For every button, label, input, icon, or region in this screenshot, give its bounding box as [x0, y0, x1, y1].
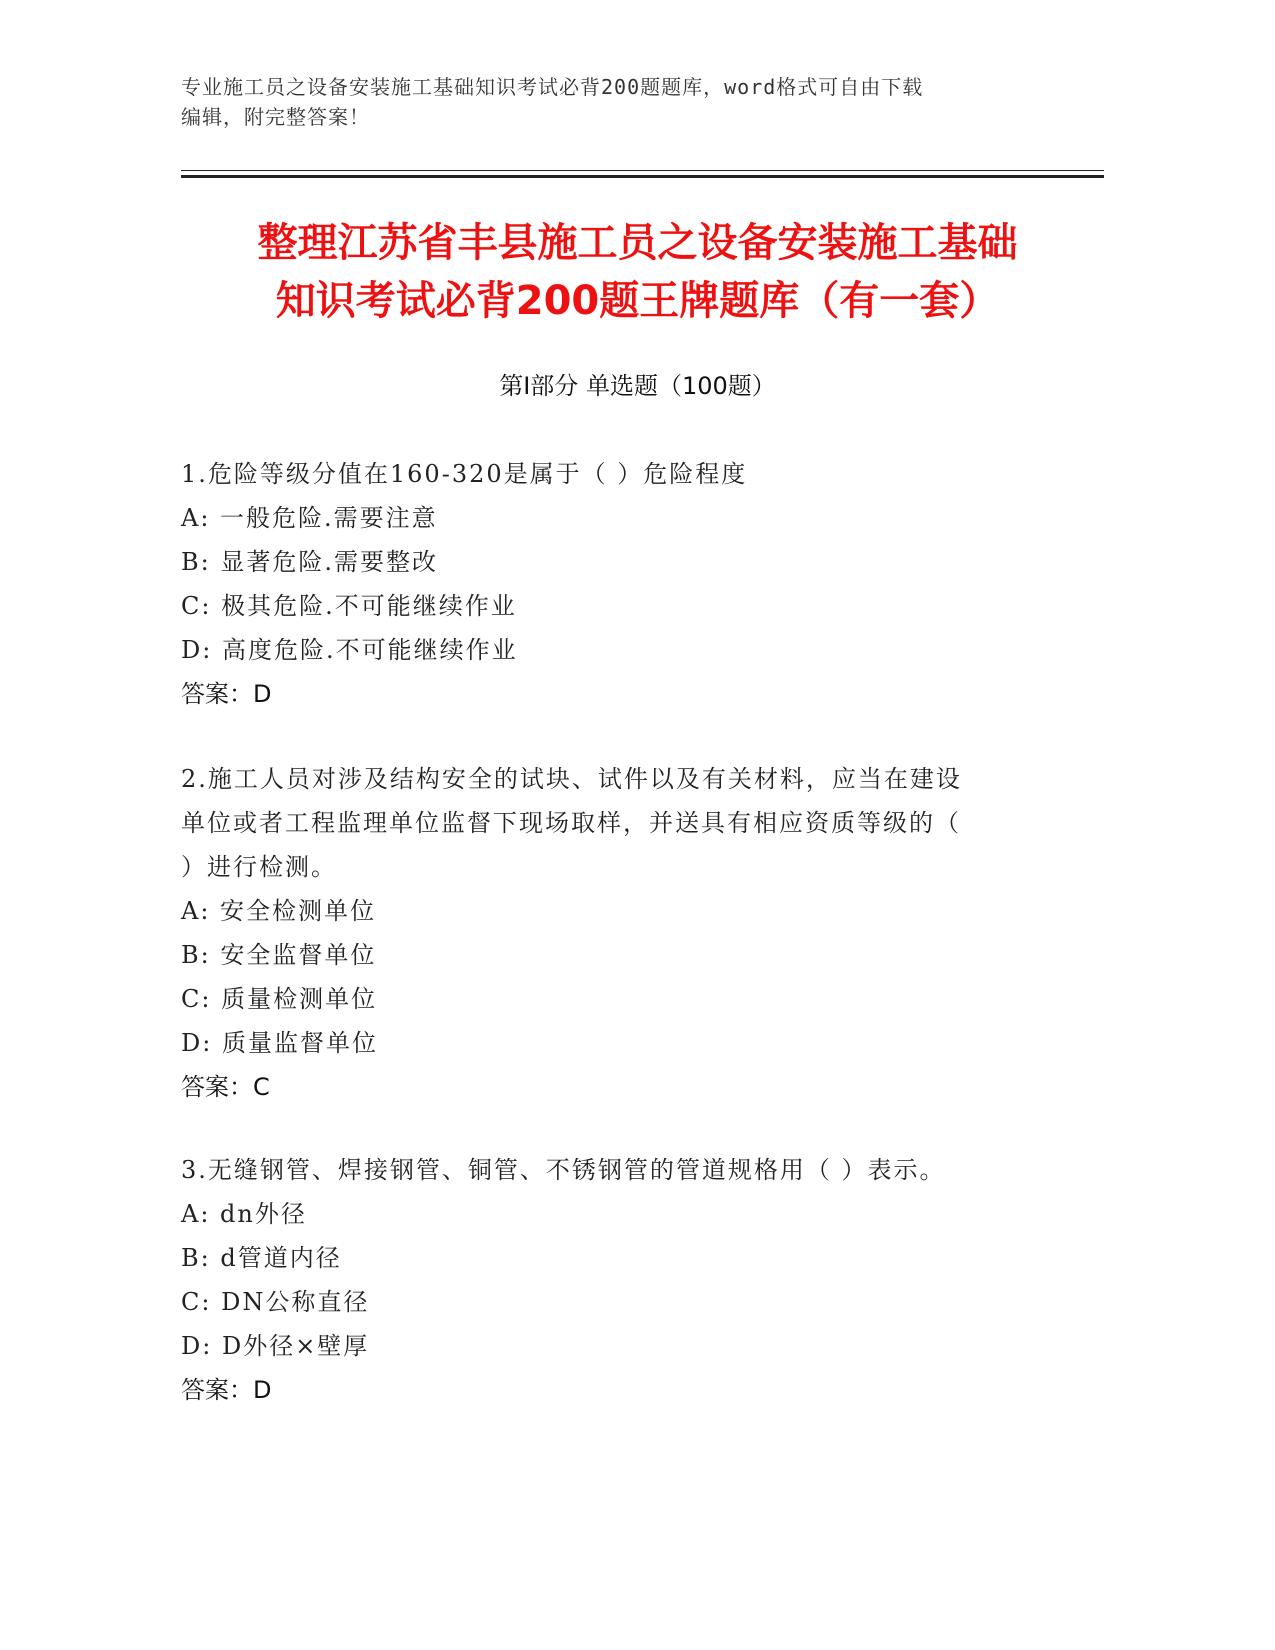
option-b: B: 显著危险.需要整改 [181, 548, 438, 576]
option-a: A: 一般危险.需要注意 [181, 504, 438, 532]
option-a: A: dn外径 [181, 1200, 307, 1228]
question-2 [181, 757, 1041, 1109]
header-divider-thin [181, 170, 1104, 171]
answer: 答案：D [181, 1376, 272, 1404]
title-line1: 整理江苏省丰县施工员之设备安装施工基础 [257, 220, 1018, 266]
option-c: C: DN公称直径 [181, 1288, 370, 1316]
header-note [181, 72, 1041, 132]
question-1 [181, 452, 1041, 716]
title-line2: 知识考试必背200题王牌题库（有一套） [275, 278, 1000, 324]
option-a: A: 安全检测单位 [181, 897, 377, 925]
option-b: B: d管道内径 [181, 1244, 342, 1272]
question-stem: 2.施工人员对涉及结构安全的试块、试件以及有关材料，应当在建设 [181, 765, 962, 793]
header-divider-thick [181, 175, 1104, 178]
section-heading: 第I部分 单选题（100题） [499, 372, 776, 400]
option-b: B: 安全监督单位 [181, 941, 377, 969]
answer: 答案：D [181, 680, 272, 708]
option-d: D: 高度危险.不可能继续作业 [181, 636, 518, 664]
document-title [150, 214, 1125, 330]
option-d: D: D外径×壁厚 [181, 1332, 370, 1360]
question-stem: ）进行检测。 [181, 853, 337, 881]
option-c: C: 质量检测单位 [181, 985, 378, 1013]
answer: 答案：C [181, 1073, 270, 1101]
question-stem: 1.危险等级分值在160-320是属于（ ）危险程度 [181, 460, 748, 488]
option-c: C: 极其危险.不可能继续作业 [181, 592, 517, 620]
header-note-line1: 专业施工员之设备安装施工基础知识考试必背200题题库，word格式可自由下载 [181, 75, 924, 99]
question-stem: 3.无缝钢管、焊接钢管、铜管、不锈钢管的管道规格用（ ）表示。 [181, 1156, 946, 1184]
option-d: D: 质量监督单位 [181, 1029, 378, 1057]
question-stem: 单位或者工程监理单位监督下现场取样，并送具有相应资质等级的（ [181, 809, 961, 837]
header-note-line2: 编辑，附完整答案！ [181, 105, 370, 129]
question-3 [181, 1148, 1041, 1412]
